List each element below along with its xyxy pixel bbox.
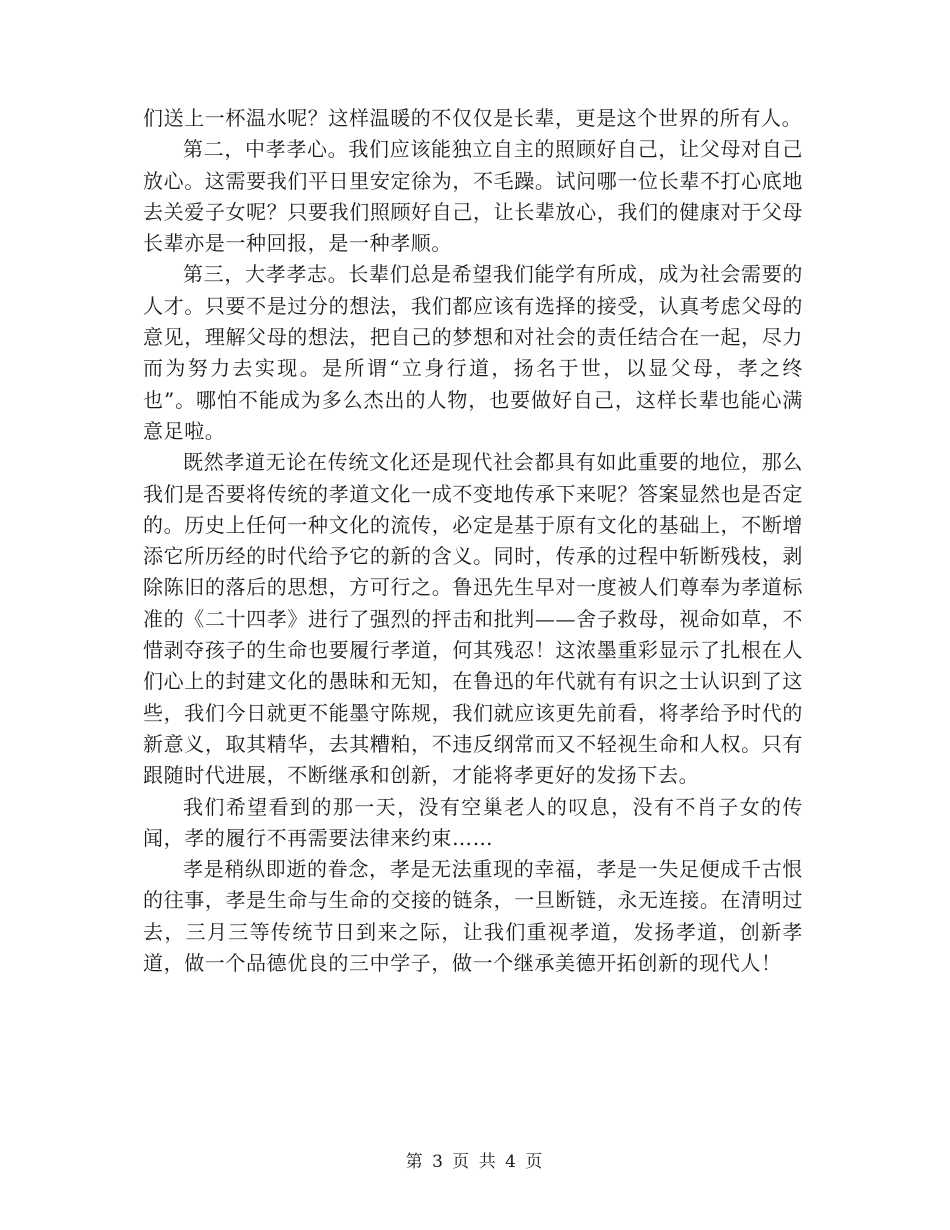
paragraph-1: 们送上一杯温水呢？这样温暖的不仅仅是长辈，更是这个世界的所有人。 (143, 106, 803, 130)
paragraph-6: 孝是稍纵即逝的眷念，孝是无法重现的幸福，孝是一失足便成千古恨的往事，孝是生命与生命的交接的链条，一旦断链，永无连接。在清明过去，三月三等传统节日到来之际，让我们重视孝道，发扬孝道，创新孝道，做一个品德优良的三中学子，做一个继承美德开拓创新的现代人！ (143, 857, 803, 976)
paragraph-5: 我们希望看到的那一天，没有空巢老人的叹息，没有不肖子女的传闻，孝的履行不再需要法律来约束…… (143, 794, 803, 850)
paragraph-4: 既然孝道无论在传统文化还是现代社会都具有如此重要的地位，那么我们是否要将传统的孝道文化一成不变地传承下来呢？答案显然也是否定的。历史上任何一种文化的流传，必定是基于原有文化的基础上，不断增添它所历经的时代给予它的新的含义。同时，传承的过程中斩断残枝，剥除陈旧的落后的思想，方可行之。鲁迅先生早对一度被人们尊奉为孝道标准的《二十四孝》进行了强烈的抨击和批判——舍子救母，视命如草，不惜剥夺孩子的生命也要履行孝道，何其残忍！这浓墨重彩显示了扎根在人们心上的封建文化的愚昧和无知，在鲁迅的年代就有有识之士认识到了这些，我们今日就更不能墨守陈规，我们就应该更先前看，将孝给予时代的新意义，取其精华，去其糟粕，不违反纲常而又不轻视生命和人权。只有跟随时代进展，不断继承和创新，才能将孝更好的发扬下去。 (143, 450, 803, 788)
paragraph-3: 第三，大孝孝志。长辈们总是希望我们能学有所成，成为社会需要的人才。只要不是过分的想法，我们都应该有选择的接受，认真考虑父母的意见，理解父母的想法，把自己的梦想和对社会的责任结合在一起，尽力而为努力去实现。是所谓“立身行道，扬名于世，以显父母，孝之终也”。哪怕不能成为多么杰出的人物，也要做好自己，这样长辈也能心满意足啦。 (143, 262, 803, 443)
page-number-footer: 第 3 页 共 4 页 (405, 1152, 545, 1172)
paragraph-2: 第二，中孝孝心。我们应该能独立自主的照顾好自己，让父母对自己放心。这需要我们平日里安定徐为，不毛躁。试问哪一位长辈不打心底地去关爱子女呢？只要我们照顾好自己，让长辈放心，我们的健康对于父母长辈亦是一种回报，是一种孝顺。 (143, 137, 803, 256)
document-body (143, 103, 803, 979)
